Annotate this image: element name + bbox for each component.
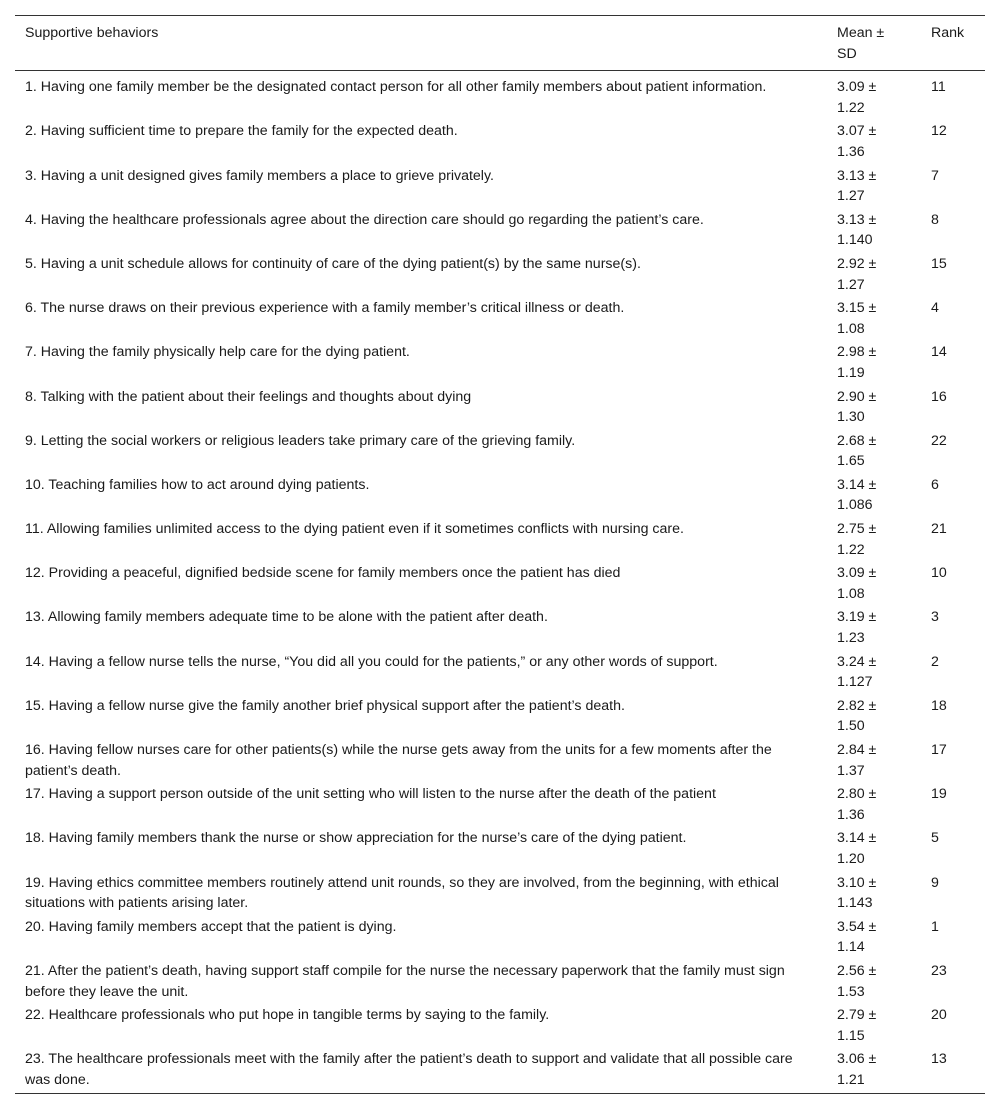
- table-row: [15, 739, 985, 783]
- header-supportive-behaviors: Supportive behaviors: [25, 25, 159, 41]
- mean-sd-cell: 3.10 ± 1.143: [837, 874, 877, 912]
- mean-sd-cell: 3.14 ± 1.20: [837, 830, 877, 867]
- rank-cell: 22: [931, 432, 947, 449]
- mean-sd-cell: 2.82 ± 1.50: [837, 697, 877, 735]
- behavior-cell: 10. Teaching families how to act around dying patients.: [25, 476, 370, 493]
- behavior-cell: 15. Having a fellow nurse give the family another brief physical support after the patient’s death.: [25, 697, 625, 714]
- rank-cell: 10: [931, 565, 947, 582]
- mean-sd-cell: 3.19 ± 1.23: [837, 609, 877, 647]
- table-row: [15, 827, 985, 871]
- table-row: [15, 209, 985, 253]
- table-row: [15, 872, 985, 916]
- table-row: [15, 651, 985, 695]
- header-rank: Rank: [931, 25, 965, 41]
- mean-sd-cell: 2.79 ± 1.15: [837, 1007, 877, 1044]
- header-mean-sd: Mean ± SD: [837, 25, 885, 62]
- mean-sd-cell: 3.06 ± 1.21: [837, 1051, 877, 1088]
- rank-cell: 3: [931, 609, 939, 626]
- rank-cell: 15: [931, 255, 947, 272]
- table-row: [15, 253, 985, 297]
- table-row: [15, 518, 985, 562]
- rank-cell: 6: [931, 476, 939, 493]
- mean-sd-cell: 3.15 ± 1.08: [837, 300, 877, 337]
- behavior-cell: 23. The healthcare professionals meet with the family after the patient’s death to support and validate that all possible care was done.: [25, 1051, 793, 1088]
- mean-sd-cell: 3.09 ± 1.08: [837, 565, 877, 602]
- rank-cell: 12: [931, 123, 947, 140]
- behavior-cell: 20. Having family members accept that the patient is dying.: [25, 918, 397, 935]
- rank-cell: 18: [931, 697, 947, 714]
- behavior-cell: 6. The nurse draws on their previous experience with a family member’s critical illness or death.: [25, 300, 625, 317]
- mean-sd-cell: 2.80 ± 1.36: [837, 786, 877, 823]
- behavior-cell: 21. After the patient’s death, having support staff compile for the nurse the necessary paperwork that the family must sign before they leave the unit.: [25, 962, 785, 1000]
- mean-sd-cell: 2.98 ± 1.19: [837, 344, 877, 381]
- mean-sd-cell: 2.90 ± 1.30: [837, 388, 877, 426]
- behavior-cell: 3. Having a unit designed gives family members a place to grieve privately.: [25, 167, 494, 184]
- rank-cell: 23: [931, 962, 947, 979]
- behavior-cell: 9. Letting the social workers or religious leaders take primary care of the grieving family.: [25, 432, 576, 449]
- table-row: [15, 430, 985, 474]
- table-row: [15, 386, 985, 430]
- rank-cell: 1: [931, 918, 939, 935]
- mean-sd-cell: 3.24 ± 1.127: [837, 653, 877, 691]
- table-body: [15, 71, 985, 1093]
- behavior-cell: 16. Having fellow nurses care for other patients(s) while the nurse gets away from the units for a few moments after the patient’s death.: [25, 742, 772, 779]
- table-container: [15, 15, 985, 1094]
- behavior-cell: 17. Having a support person outside of the unit setting who will listen to the nurse after the death of the patient: [25, 786, 716, 803]
- table-row: [15, 783, 985, 827]
- rank-cell: 14: [931, 344, 947, 361]
- rank-cell: 2: [931, 653, 939, 670]
- table-row: [15, 606, 985, 650]
- mean-sd-cell: 2.84 ± 1.37: [837, 742, 877, 779]
- rank-cell: 4: [931, 300, 939, 317]
- behavior-cell: 5. Having a unit schedule allows for continuity of care of the dying patient(s) by the same nurse(s).: [25, 255, 641, 272]
- behavior-cell: 19. Having ethics committee members routinely attend unit rounds, so they are involved, from the beginning, with ethical situations with patients arising later.: [25, 874, 779, 912]
- supportive-behaviors-table: [15, 15, 985, 1094]
- table-row: [15, 297, 985, 341]
- rank-cell: 21: [931, 521, 947, 538]
- behavior-cell: 1. Having one family member be the designated contact person for all other family members about patient information.: [25, 79, 767, 96]
- mean-sd-cell: 3.13 ± 1.27: [837, 167, 877, 205]
- mean-sd-cell: 3.54 ± 1.14: [837, 918, 877, 956]
- behavior-cell: 14. Having a fellow nurse tells the nurse, “You did all you could for the patients,” or any other words of support.: [25, 653, 718, 670]
- rank-cell: 17: [931, 742, 947, 758]
- mean-sd-cell: 2.68 ± 1.65: [837, 432, 877, 470]
- rank-cell: 16: [931, 388, 947, 405]
- table-row: [15, 695, 985, 739]
- table-row: [15, 562, 985, 606]
- table-row: [15, 341, 985, 385]
- behavior-cell: 11. Allowing families unlimited access to the dying patient even if it sometimes conflicts with nursing care.: [25, 521, 684, 538]
- behavior-cell: 7. Having the family physically help care for the dying patient.: [25, 344, 410, 361]
- rank-cell: 7: [931, 167, 939, 184]
- table-row: [15, 916, 985, 960]
- behavior-cell: 4. Having the healthcare professionals agree about the direction care should go regarding the patient’s care.: [25, 211, 704, 228]
- table-row: [15, 474, 985, 518]
- behavior-cell: 2. Having sufficient time to prepare the family for the expected death.: [25, 123, 458, 140]
- table-row: [15, 120, 985, 164]
- mean-sd-cell: 2.75 ± 1.22: [837, 521, 877, 558]
- mean-sd-cell: 3.13 ± 1.140: [837, 211, 877, 249]
- table-row: [15, 960, 985, 1004]
- mean-sd-cell: 3.14 ± 1.086: [837, 476, 877, 514]
- behavior-cell: 8. Talking with the patient about their feelings and thoughts about dying: [25, 388, 472, 405]
- rank-cell: 5: [931, 830, 939, 847]
- table-header: [15, 16, 985, 71]
- behavior-cell: 13. Allowing family members adequate time to be alone with the patient after death.: [25, 609, 548, 626]
- table-row: [15, 1004, 985, 1048]
- table-row: [15, 71, 985, 121]
- mean-sd-cell: 3.07 ± 1.36: [837, 123, 877, 160]
- rank-cell: 9: [931, 874, 939, 891]
- table-row: [15, 1048, 985, 1093]
- mean-sd-cell: 2.56 ± 1.53: [837, 962, 877, 1000]
- rank-cell: 13: [931, 1051, 947, 1068]
- mean-sd-cell: 3.09 ± 1.22: [837, 79, 877, 116]
- behavior-cell: 12. Providing a peaceful, dignified bedside scene for family members once the patient has died: [25, 565, 621, 582]
- rank-cell: 19: [931, 786, 947, 803]
- rank-cell: 20: [931, 1007, 947, 1024]
- rank-cell: 8: [931, 211, 939, 228]
- table-row: [15, 165, 985, 209]
- behavior-cell: 18. Having family members thank the nurse or show appreciation for the nurse’s care of the dying patient.: [25, 830, 687, 847]
- behavior-cell: 22. Healthcare professionals who put hope in tangible terms by saying to the family.: [25, 1007, 550, 1024]
- rank-cell: 11: [931, 79, 946, 96]
- header-row: [15, 16, 985, 71]
- mean-sd-cell: 2.92 ± 1.27: [837, 255, 877, 293]
